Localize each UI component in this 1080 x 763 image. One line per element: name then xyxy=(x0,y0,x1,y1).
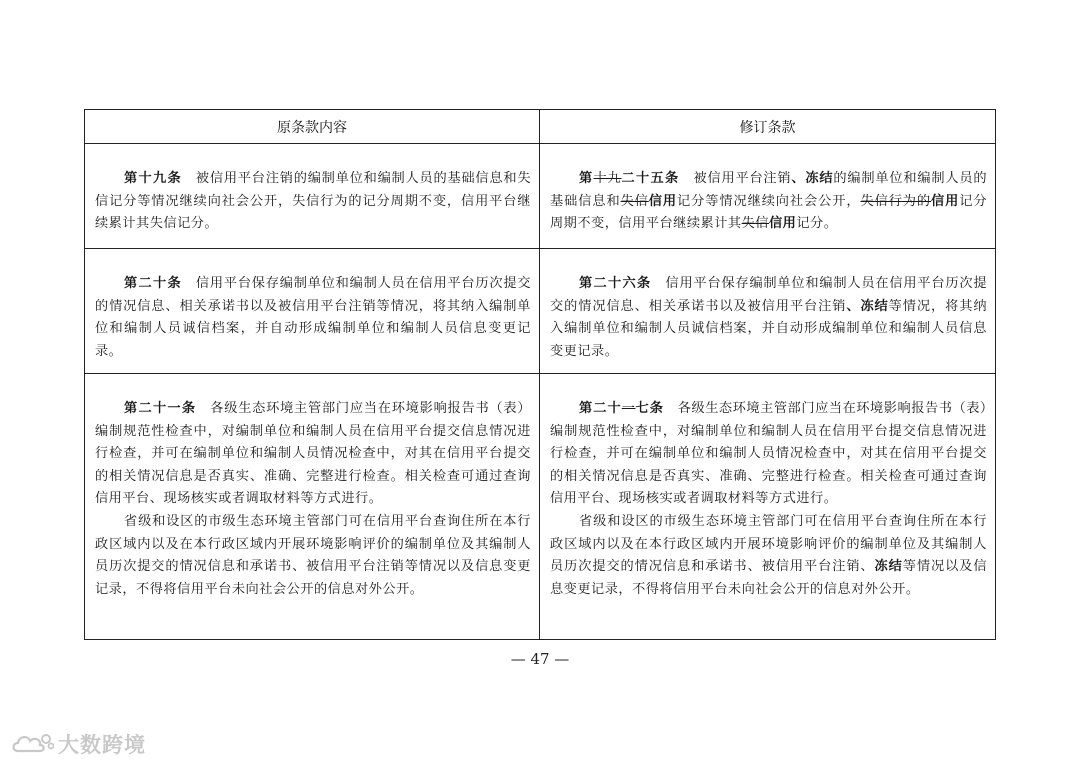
text-run: 的编制单位和编制人员的基础信息和 xyxy=(550,171,988,209)
original-cell xyxy=(85,374,540,639)
article-label: 第二十条 xyxy=(124,276,182,291)
watermark-text: 大数跨境 xyxy=(58,733,146,757)
article-label: 二十五条 xyxy=(621,171,680,186)
deleted-text: 一 xyxy=(621,401,636,416)
text-run: 记分等情况继续向社会公开， xyxy=(677,193,861,209)
article-label: 七条 xyxy=(635,401,664,416)
article-label: 第二十六条 xyxy=(579,276,652,291)
paragraph xyxy=(95,273,531,363)
revised-cell xyxy=(540,144,995,249)
paragraph xyxy=(550,398,987,511)
paragraph xyxy=(95,168,531,236)
text-run: 被信用平台注销的编制单位和编制人员的基础信息和失信记分等情况继续向社会公开，失信行为的记分周期不变，信用平台继续累计其失信记分。 xyxy=(95,171,532,232)
inserted-text: 、冻结 xyxy=(846,298,889,314)
watermark xyxy=(10,729,146,759)
deleted-text: 失信 xyxy=(741,216,769,232)
inserted-text: 信用 xyxy=(769,216,797,232)
article-label: 第二十 xyxy=(579,401,622,416)
deleted-text: 十九 xyxy=(593,171,622,186)
paragraph xyxy=(550,273,987,363)
text-run: 等情况，将其纳入编制单位和编制人员诚信档案，并自动形成编制单位和编制人员信息变更记录。 xyxy=(550,298,988,359)
text-run: 记分周期不变，信用平台继续累计其 xyxy=(550,193,988,232)
page-number: — 47 — xyxy=(510,650,570,668)
article-label: 第二十一条 xyxy=(124,401,197,416)
deleted-text: 失信行为的 xyxy=(860,193,932,209)
article-label: 第 xyxy=(579,171,594,186)
revised-cell xyxy=(540,249,995,374)
text-run: 等情况以及信息变更记录，不得将信用平台未向社会公开的信息对外公开。 xyxy=(550,559,988,597)
text-run: 被信用平台注销 xyxy=(679,171,792,186)
text-run: 省级和设区的市级生态环境主管部门可在信用平台查询住所在本行政区域内以及在本行政区域内开展环境影响评价的编制单位及其编制人员历次提交的情况信息和承诺书、被信用平台注销、 xyxy=(550,513,987,575)
text-run: 各级生态环境主管部门应当在环境影响报告书（表）编制规范性检查中，对编制单位和编制人员在信用平台提交信息情况进行检查，并可在编制单位和编制人员情况检查中，对其在信用平台提交的相关情况信息是否真实、准确、完整进行检查。相关检查可通过查询信用平台、现场核实或者调取材料等方式进行。 xyxy=(550,401,988,507)
comparison-table xyxy=(84,109,996,640)
inserted-text: 信用 xyxy=(931,193,960,209)
deleted-text: 失信 xyxy=(620,193,649,209)
header-revised: 修订条款 xyxy=(540,110,995,144)
text-run: 记分。 xyxy=(796,216,838,232)
original-cell xyxy=(85,144,540,249)
paragraph xyxy=(95,398,531,511)
header-original: 原条款内容 xyxy=(85,110,540,144)
original-cell xyxy=(85,249,540,374)
inserted-text: 信用 xyxy=(648,193,678,209)
paragraph xyxy=(550,511,987,601)
cloud-logo-icon xyxy=(10,731,54,757)
revised-cell xyxy=(540,374,995,639)
text-run: 信用平台保存编制单位和编制人员在信用平台历次提交的情况信息、相关承诺书以及被信用平台注销等情况，将其纳入编制单位和编制人员诚信档案，并自动形成编制单位和编制人员信息变更记录。 xyxy=(95,276,532,359)
inserted-text: 、冻结 xyxy=(791,171,834,186)
text-run: 信用平台保存编制单位和编制人员在信用平台历次提交的情况信息、相关承诺书以及被信用平台注销 xyxy=(550,276,988,314)
paragraph xyxy=(95,511,531,601)
paragraph xyxy=(550,168,987,236)
text-run: 省级和设区的市级生态环境主管部门可在信用平台查询住所在本行政区域内以及在本行政区域内开展环境影响评价的编制单位及其编制人员历次提交的情况信息和承诺书、被信用平台注销等情况以及信息变更记录，不得将信用平台未向社会公开的信息对外公开。 xyxy=(95,513,531,597)
text-run: 各级生态环境主管部门应当在环境影响报告书（表）编制规范性检查中，对编制单位和编制人员在信用平台提交信息情况进行检查，并可在编制单位和编制人员情况检查中，对其在信用平台提交的相关情况信息是否真实、准确、完整进行检查。相关检查可通过查询信用平台、现场核实或者调取材料等方式进行。 xyxy=(95,401,532,507)
article-label: 第十九条 xyxy=(124,171,182,186)
inserted-text: 冻结 xyxy=(874,559,903,575)
